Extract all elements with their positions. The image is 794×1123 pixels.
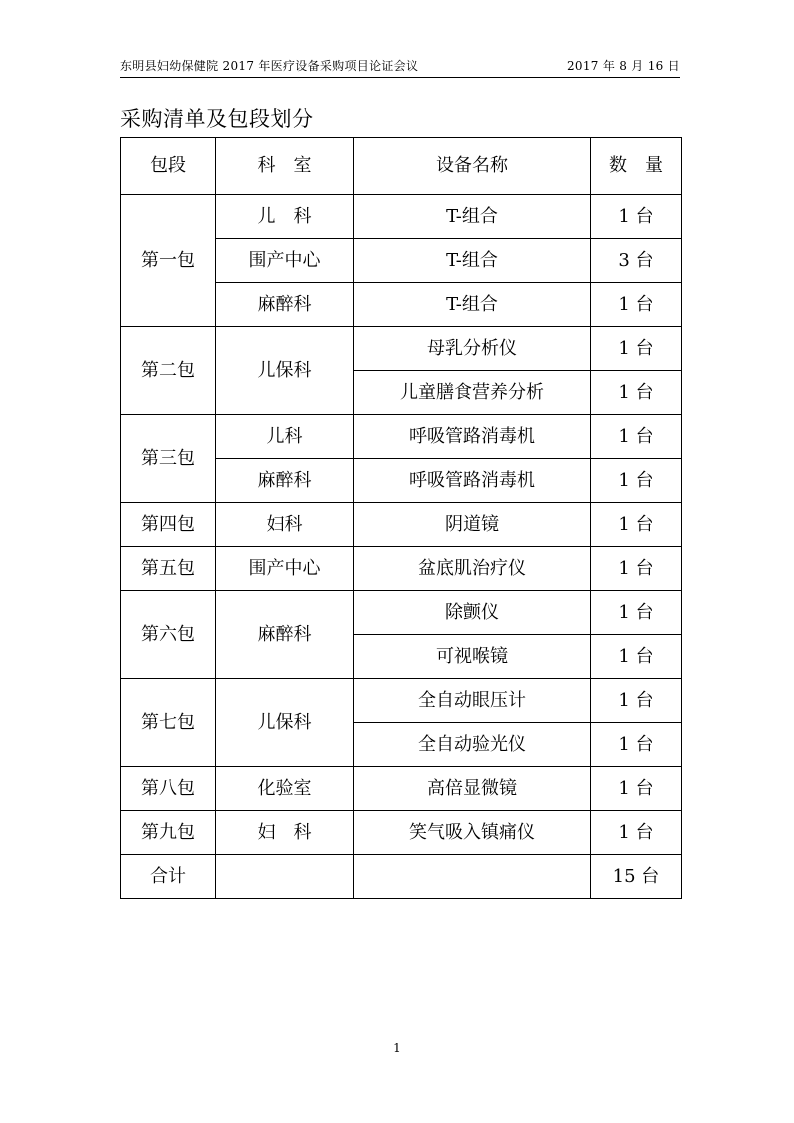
quantity-cell: 1 台 xyxy=(591,459,682,503)
department-cell: 儿 科 xyxy=(216,195,354,239)
header-department: 科 室 xyxy=(216,138,354,195)
package-cell: 第四包 xyxy=(121,503,216,547)
empty-cell xyxy=(216,855,354,899)
quantity-cell: 1 台 xyxy=(591,371,682,415)
total-quantity: 15 台 xyxy=(591,855,682,899)
equipment-cell: 母乳分析仪 xyxy=(354,327,591,371)
empty-cell xyxy=(354,855,591,899)
quantity-cell: 1 台 xyxy=(591,679,682,723)
equipment-cell: 可视喉镜 xyxy=(354,635,591,679)
quantity-cell: 1 台 xyxy=(591,723,682,767)
section-title: 采购清单及包段划分 xyxy=(120,107,314,131)
table-row xyxy=(121,195,682,239)
equipment-cell: T-组合 xyxy=(354,283,591,327)
department-cell: 围产中心 xyxy=(216,547,354,591)
quantity-cell: 1 台 xyxy=(591,415,682,459)
table-row xyxy=(121,547,682,591)
package-cell: 第三包 xyxy=(121,415,216,503)
header-rule xyxy=(120,77,680,78)
department-cell: 儿保科 xyxy=(216,327,354,415)
total-label: 合计 xyxy=(121,855,216,899)
equipment-cell: 呼吸管路消毒机 xyxy=(354,459,591,503)
quantity-cell: 1 台 xyxy=(591,635,682,679)
equipment-cell: 儿童膳食营养分析 xyxy=(354,371,591,415)
equipment-cell: 笑气吸入镇痛仪 xyxy=(354,811,591,855)
department-cell: 儿科 xyxy=(216,415,354,459)
department-cell: 麻醉科 xyxy=(216,591,354,679)
header-package: 包段 xyxy=(121,138,216,195)
equipment-cell: 高倍显微镜 xyxy=(354,767,591,811)
quantity-cell: 3 台 xyxy=(591,239,682,283)
equipment-cell: 全自动眼压计 xyxy=(354,679,591,723)
quantity-cell: 1 台 xyxy=(591,503,682,547)
department-cell: 妇科 xyxy=(216,503,354,547)
header-quantity: 数 量 xyxy=(591,138,682,195)
equipment-cell: T-组合 xyxy=(354,239,591,283)
package-cell: 第七包 xyxy=(121,679,216,767)
header-meeting-title: 东明县妇幼保健院 2017 年医疗设备采购项目论证会议 xyxy=(120,59,419,73)
table-row xyxy=(121,591,682,635)
equipment-cell: 盆底肌治疗仪 xyxy=(354,547,591,591)
package-cell: 第一包 xyxy=(121,195,216,327)
total-row xyxy=(121,855,682,899)
page-number: 1 xyxy=(393,1041,401,1055)
procurement-table xyxy=(120,137,682,899)
equipment-cell: T-组合 xyxy=(354,195,591,239)
table-row xyxy=(121,767,682,811)
equipment-cell: 全自动验光仪 xyxy=(354,723,591,767)
table-row xyxy=(121,679,682,723)
page-header xyxy=(120,57,680,75)
equipment-cell: 除颤仪 xyxy=(354,591,591,635)
package-cell: 第六包 xyxy=(121,591,216,679)
equipment-cell: 呼吸管路消毒机 xyxy=(354,415,591,459)
table-row xyxy=(121,503,682,547)
department-cell: 妇 科 xyxy=(216,811,354,855)
package-cell: 第二包 xyxy=(121,327,216,415)
department-cell: 围产中心 xyxy=(216,239,354,283)
table-row xyxy=(121,415,682,459)
package-cell: 第五包 xyxy=(121,547,216,591)
quantity-cell: 1 台 xyxy=(591,811,682,855)
package-cell: 第九包 xyxy=(121,811,216,855)
department-cell: 儿保科 xyxy=(216,679,354,767)
quantity-cell: 1 台 xyxy=(591,547,682,591)
header-equipment: 设备名称 xyxy=(354,138,591,195)
package-cell: 第八包 xyxy=(121,767,216,811)
quantity-cell: 1 台 xyxy=(591,767,682,811)
quantity-cell: 1 台 xyxy=(591,327,682,371)
table-header-row xyxy=(121,138,682,195)
table-row xyxy=(121,811,682,855)
department-cell: 麻醉科 xyxy=(216,283,354,327)
department-cell: 麻醉科 xyxy=(216,459,354,503)
table-row xyxy=(121,327,682,371)
quantity-cell: 1 台 xyxy=(591,591,682,635)
header-date: 2017 年 8 月 16 日 xyxy=(566,59,680,73)
department-cell: 化验室 xyxy=(216,767,354,811)
quantity-cell: 1 台 xyxy=(591,195,682,239)
equipment-cell: 阴道镜 xyxy=(354,503,591,547)
quantity-cell: 1 台 xyxy=(591,283,682,327)
